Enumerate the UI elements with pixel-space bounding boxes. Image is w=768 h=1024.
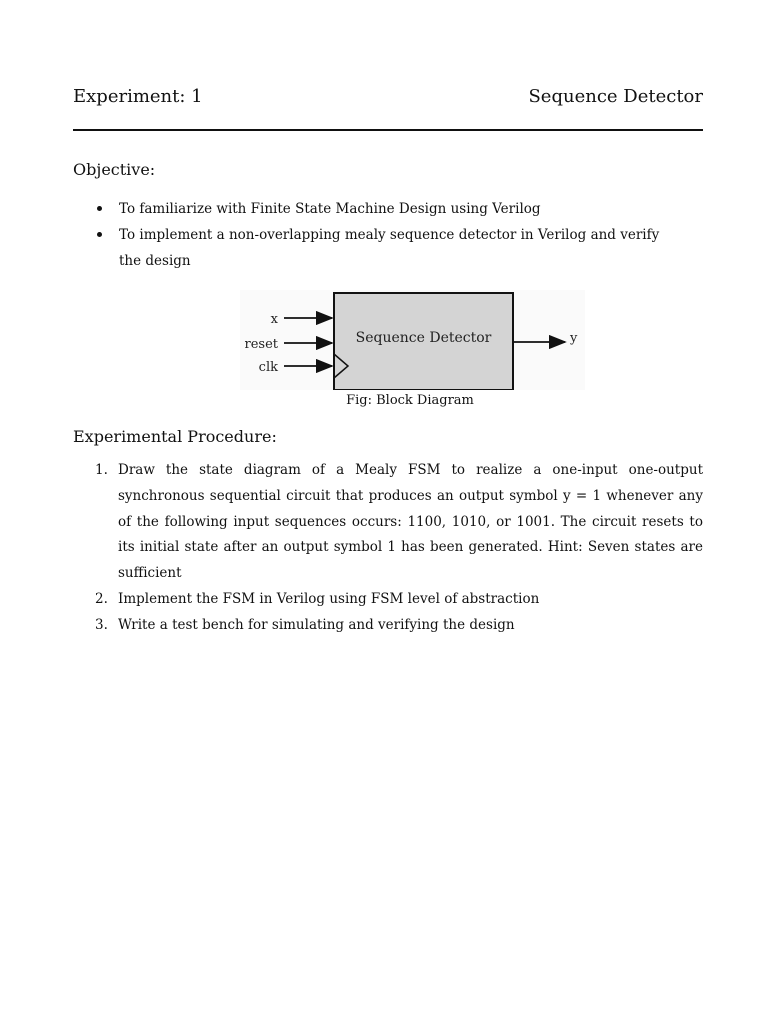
objective-item-text: To implement a non-overlapping mealy sequence detector in Verilog and verify the design [119, 227, 660, 269]
input-x-label: x [270, 312, 278, 327]
procedure-step [95, 587, 703, 613]
procedure-step [95, 458, 703, 587]
procedure-heading: Experimental Procedure: [73, 427, 277, 446]
step-number: 2. [95, 590, 108, 607]
experiment-number: Experiment: 1 [73, 86, 203, 107]
input-reset-label: reset [244, 337, 278, 352]
objective-heading: Objective: [73, 160, 156, 179]
step-number: 1. [95, 462, 108, 478]
step-text: Write a test bench for simulating and verifying the design [118, 616, 515, 633]
objective-item [95, 196, 675, 222]
procedure-list [95, 458, 703, 639]
block-diagram [240, 290, 585, 390]
step-number: 3. [95, 616, 108, 633]
figure-caption: Fig: Block Diagram [346, 393, 474, 408]
bullet-icon [97, 206, 102, 211]
step-text: Implement the FSM in Verilog using FSM level of abstraction [118, 590, 540, 607]
output-y-label: y [570, 331, 578, 346]
block-diagram-svg [240, 290, 585, 390]
step-text: Draw the state diagram of a Mealy FSM to realize a one-input one-output synchronous sequential circuit that produces an output symbol y = 1 whenever any of the following input sequences occurs: 1100, 1010, or 1001. The circuit resets to its initial state after an output symbol 1 has been generated. Hint: Seven states are sufficient [118, 462, 703, 582]
experiment-title: Sequence Detector [528, 86, 703, 107]
header-divider [73, 129, 703, 131]
objective-item-text: To familiarize with Finite State Machine Design using Verilog [119, 201, 541, 217]
input-clk-label: clk [258, 360, 278, 375]
block-label: Sequence Detector [355, 330, 492, 346]
objective-item [95, 222, 675, 274]
bullet-icon [97, 232, 102, 237]
procedure-step [95, 613, 703, 639]
page-header [73, 86, 703, 112]
objective-list [95, 196, 675, 274]
